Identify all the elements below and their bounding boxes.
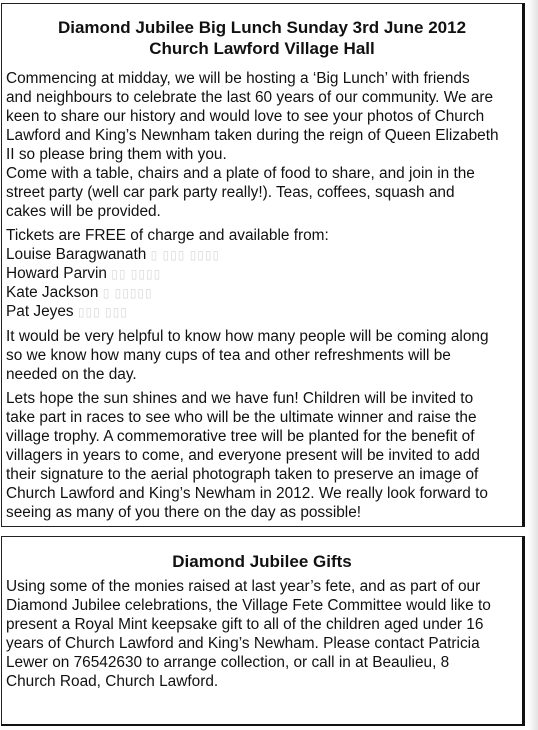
gifts-line: Diamond Jubilee celebrations, the Village Fete Committee would like to — [6, 597, 491, 614]
page-edge-shadow — [528, 0, 538, 730]
gifts-line: years of Church Lawford and King’s Newham. Please contact Patricia — [6, 635, 480, 652]
lunch-title-line-1: Diamond Jubilee Big Lunch Sunday 3rd June 2012 — [57, 18, 467, 37]
lunch-line: keen to share our history and would love to see your photos of Church — [6, 108, 485, 125]
lunch-line: Church Lawford and King’s Newham in 2012. We really look forward to — [6, 485, 488, 502]
lunch-line: and neighbours to celebrate the last 60 years of our community. We are — [6, 89, 494, 106]
lunch-line: cakes will be provided. — [6, 203, 161, 220]
tickets-intro: Tickets are FREE of charge and available from: — [6, 227, 329, 244]
lunch-line: Commencing at midday, we will be hosting a ‘Big Lunch’ with friends — [6, 70, 470, 87]
lunch-line: needed on the day. — [6, 366, 137, 383]
lunch-line: II so please bring them with you. — [6, 146, 227, 163]
lunch-title-line-2: Church Lawford Village Hall — [149, 39, 375, 58]
lunch-line: so we know how many cups of tea and other refreshments will be — [6, 347, 451, 364]
lunch-line: street party (well car park party really!). Teas, coffees, squash and — [6, 184, 455, 201]
lunch-line: It would be very helpful to know how many people will be coming along — [6, 328, 489, 345]
redacted-phone: ▯ ▯▯▯ ▯▯▯▯ — [150, 248, 221, 262]
lunch-line: seeing as many of you there on the day as possible! — [6, 504, 362, 521]
gifts-line: Using some of the monies raised at last year’s fete, and as part of our — [6, 578, 481, 595]
ticket-contact-name: Pat Jeyes ▯▯▯ ▯▯▯ — [6, 303, 128, 320]
lunch-line: villagers in years to come, and everyone present will be invited to add — [6, 447, 480, 464]
gifts-line: present a Royal Mint keepsake gift to all of the children aged under 16 — [6, 616, 484, 633]
lunch-line: village trophy. A commemorative tree will be planted for the benefit of — [6, 428, 475, 445]
lunch-line: Come with a table, chairs and a plate of food to share, and join in the — [6, 165, 475, 182]
gifts-line: Church Road, Church Lawford. — [6, 673, 219, 690]
redacted-phone: ▯▯ ▯▯▯▯ — [111, 267, 162, 281]
lunch-line: their signature to the aerial photograph taken to preserve an image of — [6, 466, 479, 483]
lunch-line: Lets hope the sun shines and we have fun! Children will be invited to — [6, 390, 474, 407]
gifts-line: Lewer on 76542630 to arrange collection, or call in at Beaulieu, 8 — [6, 654, 450, 671]
gifts-title: Diamond Jubilee Gifts — [172, 552, 352, 571]
redacted-phone: ▯▯▯ ▯▯▯ — [77, 305, 128, 319]
ticket-contact-name: Kate Jackson ▯ ▯▯▯▯▯ — [6, 284, 153, 301]
ticket-contact-name: Louise Baragwanath ▯ ▯▯▯ ▯▯▯▯ — [6, 246, 221, 263]
lunch-line: take part in races to see who will be the ultimate winner and raise the — [6, 409, 477, 426]
redacted-phone: ▯ ▯▯▯▯▯ — [102, 286, 153, 300]
ticket-contact-name: Howard Parvin ▯▯ ▯▯▯▯ — [6, 265, 162, 282]
lunch-line: Lawford and King’s Newnham taken during the reign of Queen Elizabeth — [6, 127, 499, 144]
